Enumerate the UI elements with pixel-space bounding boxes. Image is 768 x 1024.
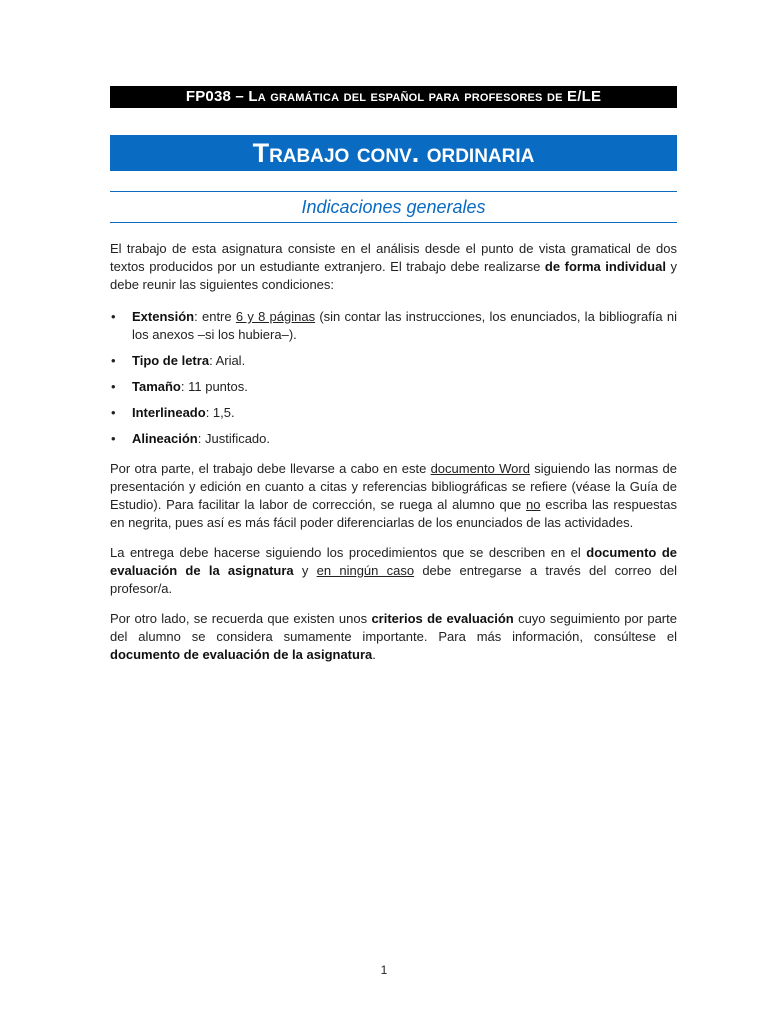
course-separator: – bbox=[231, 88, 249, 105]
condition-alignment bbox=[110, 430, 677, 448]
evaluation-document-ref: documento de evaluación de la asignatura bbox=[110, 647, 373, 662]
paragraph-text: . bbox=[372, 647, 376, 662]
condition-label: Alineación bbox=[132, 431, 198, 446]
condition-label: Extensión bbox=[132, 309, 195, 324]
condition-size bbox=[110, 378, 677, 396]
criteria-paragraph bbox=[110, 610, 677, 664]
paragraph-text: debe entregarse a través del correo del profesor/a. bbox=[110, 563, 677, 596]
intro-text-2: y debe reunir las siguientes condiciones: bbox=[110, 259, 677, 292]
bullet-icon: • bbox=[111, 405, 116, 420]
format-paragraph bbox=[110, 460, 677, 532]
paragraph-text: cuyo seguimiento por parte del alumno se considera sumamente importante. Para más información, consúltese el bbox=[110, 611, 677, 644]
condition-line-spacing bbox=[110, 404, 677, 422]
condition-label: Interlineado bbox=[132, 405, 206, 420]
condition-value: : Arial. bbox=[209, 353, 246, 368]
underlined-emphasis: en ningún caso bbox=[316, 563, 415, 578]
course-header-bar bbox=[110, 86, 677, 108]
course-code: FP038 bbox=[185, 88, 232, 105]
paragraph-text: escriba las respuestas en negrita, pues así es más fácil poder diferenciarlas de los enunciados de las actividades. bbox=[110, 497, 677, 530]
condition-underlined: 6 y 8 páginas bbox=[235, 309, 316, 324]
bullet-icon: • bbox=[111, 353, 116, 368]
underlined-no: no bbox=[526, 497, 541, 512]
paragraph-text: La entrega debe hacerse siguiendo los procedimientos que se describen en el bbox=[110, 545, 587, 560]
condition-label: Tipo de letra bbox=[132, 353, 210, 368]
condition-font bbox=[110, 352, 677, 370]
condition-value: : 1,5. bbox=[205, 405, 235, 420]
condition-text: (sin contar las instrucciones, los enunciados, la bibliografía ni los anexos –si los hubiera–). bbox=[132, 309, 678, 342]
paragraph-text: Por otro lado, se recuerda que existen unos bbox=[110, 611, 372, 626]
document-page bbox=[110, 86, 677, 664]
condition-text: : entre bbox=[194, 309, 236, 324]
bullet-icon: • bbox=[111, 431, 116, 446]
section-heading: Indicaciones generales bbox=[110, 191, 677, 223]
page-number: 1 bbox=[380, 963, 388, 977]
document-title: Trabajo conv. ordinaria bbox=[110, 135, 677, 171]
intro-paragraph bbox=[110, 240, 677, 294]
evaluation-document-ref: documento de evaluación de la asignatura bbox=[110, 545, 678, 578]
condition-value: : Justificado. bbox=[197, 431, 271, 446]
bullet-icon: • bbox=[111, 309, 116, 324]
paragraph-text: siguiendo las normas de presentación y edición en cuanto a citas y referencias bibliográficas se refiere (véase la Guía de Estudio). Para facilitar la labor de corrección, se ruega al alumno que bbox=[110, 461, 677, 512]
condition-extension bbox=[110, 308, 677, 344]
intro-bold: de forma individual bbox=[544, 259, 666, 274]
criteria-ref: criterios de evaluación bbox=[371, 611, 514, 626]
intro-text-1: El trabajo de esta asignatura consiste en el análisis desde el punto de vista gramatical de dos textos producidos por un estudiante extranjero. El trabajo debe realizarse bbox=[110, 241, 677, 274]
paragraph-text: y bbox=[293, 563, 317, 578]
delivery-paragraph bbox=[110, 544, 677, 598]
paragraph-text: Por otra parte, el trabajo debe llevarse a cabo en este bbox=[110, 461, 431, 476]
condition-value: : 11 puntos. bbox=[180, 379, 248, 394]
condition-label: Tamaño bbox=[132, 379, 181, 394]
conditions-list bbox=[110, 308, 677, 448]
course-title: La gramática del español para profesores de E/LE bbox=[248, 88, 602, 105]
bullet-icon: • bbox=[111, 379, 116, 394]
word-document-link[interactable]: documento Word bbox=[430, 461, 530, 476]
